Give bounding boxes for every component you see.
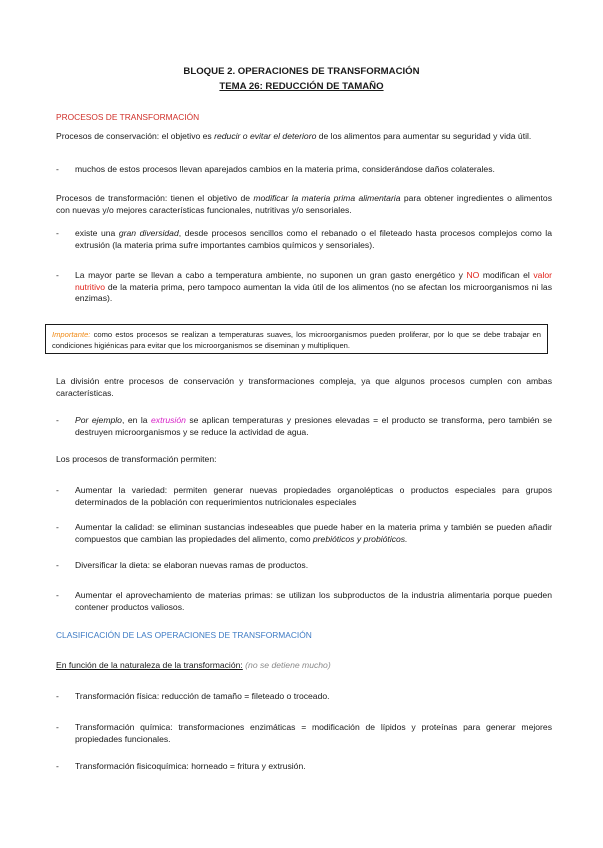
bullet-dash: - xyxy=(56,270,59,280)
bullet-dash: - xyxy=(56,164,59,174)
bullet-text: Transformación química: transformaciones enzimáticas = modificación de lípidos y proteínas para generar mejores propiedades funcionales. xyxy=(75,722,552,744)
bullet-dash: - xyxy=(56,691,59,701)
bullet-dash: - xyxy=(56,228,59,238)
section-heading-procesos: PROCESOS DE TRANSFORMACIÓN xyxy=(56,112,200,122)
bullet-text: muchos de estos procesos llevan aparejados cambios en la materia prima, considerándose daños colaterales. xyxy=(75,164,495,174)
bullet-text: Aumentar el aprovechamiento de materias primas: se utilizan los subproductos de la industria alimentaria porque pueden contener productos valiosos. xyxy=(75,590,552,612)
bullet-dash: - xyxy=(56,485,59,495)
bullet-text: Transformación fisicoquímica: horneado = fritura y extrusión. xyxy=(75,761,306,771)
bullet-text: Por ejemplo, en la extrusión se aplican temperaturas y presiones elevadas = el producto se transforma, pero también se destruyen microorganismos y se reduce la actividad de agua. xyxy=(75,415,552,437)
paragraph-transformacion: Procesos de transformación: tienen el objetivo de modificar la materia prima alimentaria para obtener ingredientes o alimentos con nuevas y/o mejores características funcionales, nutritivas y/o sensoriales. xyxy=(56,193,552,215)
bullet-text: Transformación física: reducción de tamaño = fileteado o troceado. xyxy=(75,691,330,701)
importante-note-box xyxy=(45,324,548,354)
bullet-text: La mayor parte se llevan a cabo a temperatura ambiente, no suponen un gran gasto energético y NO modifican el valor nutritivo de la materia prima, pero tampoco aumentan la vida útil de los alimentos (no se afectan los microorganismos ni las enzimas). xyxy=(75,270,553,304)
bullet-text: Aumentar la variedad: permiten generar nuevas propiedades organolépticas o productos especiales para grupos determinados de la población con requerimientos nutricionales especiales xyxy=(75,485,552,507)
bullet-dash: - xyxy=(56,415,59,425)
bullet-dash: - xyxy=(56,761,59,771)
paragraph-conservacion: Procesos de conservación: el objetivo es reducir o evitar el deterioro de los alimentos para aumentar su seguridad y vida útil. xyxy=(56,131,532,141)
note-label: Importante: xyxy=(52,330,91,339)
bullet-dash: - xyxy=(56,722,59,732)
topic-title: TEMA 26: REDUCCIÓN DE TAMAÑO xyxy=(219,81,384,92)
paragraph-naturaleza: En función de la naturaleza de la transformación: (no se detiene mucho) xyxy=(56,660,331,670)
bullet-text: Diversificar la dieta: se elaboran nuevas ramas de productos. xyxy=(75,560,309,570)
bullet-dash: - xyxy=(56,560,59,570)
paragraph-permiten: Los procesos de transformación permiten: xyxy=(56,454,217,464)
bullet-dash: - xyxy=(56,590,59,600)
paragraph-division: La división entre procesos de conservación y transformaciones compleja, ya que algunos procesos cumplen con ambas características. xyxy=(56,376,552,398)
bullet-text: existe una gran diversidad, desde procesos sencillos como el rebanado o el fileteado hasta procesos complejos como la extrusión (la materia prima sufre importantes cambios químicos y sensoriales). xyxy=(75,228,552,250)
note-text: como estos procesos se realizan a temperaturas suaves, los microorganismos pueden proliferar, por lo que se debe trabajar en condiciones higiénicas para evitar que los microorganismos se diseminan y multipliquen. xyxy=(52,330,541,350)
section-heading-clasificacion: CLASIFICACIÓN DE LAS OPERACIONES DE TRANSFORMACIÓN xyxy=(56,630,312,640)
document-title: BLOQUE 2. OPERACIONES DE TRANSFORMACIÓN xyxy=(183,66,420,77)
bullet-text: Aumentar la calidad: se eliminan sustancias indeseables que puede haber en la materia prima y también se pueden añadir compuestos que cambian las propiedades del alimento, como prebióticos y probióticos. xyxy=(75,522,552,544)
bullet-dash: - xyxy=(56,522,59,532)
